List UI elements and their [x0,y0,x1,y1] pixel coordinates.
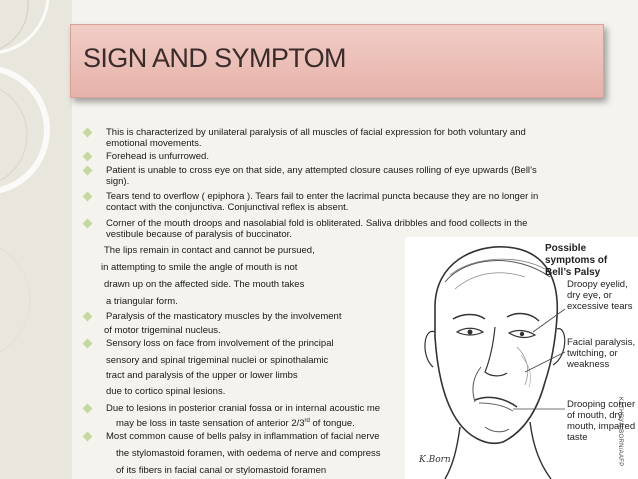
text-line: Tears tend to overflow ( epiphora ). Tears fail to enter the lacrimal puncta because they are no longer in [106,191,539,202]
text-line: drawn up on the affected side. The mouth takes [104,279,305,290]
page-title: SIGN AND SYMPTOM [83,43,346,73]
annotation-mouth: Drooping corner of mouth, dry mouth, impaired taste [567,399,636,443]
bullet-marker [83,339,93,349]
text-line-main: may be loss in taste sensation of anterior 2/3 [116,418,305,429]
bullet-marker [83,219,93,229]
text-line: vestibule because of paralysis of buccinator. [106,229,292,240]
text-line: sign). [106,176,130,187]
text-line: in attempting to smile the angle of mouth is not [101,262,298,273]
text-line: Forehead is unfurrowed. [106,151,209,162]
text-line [116,418,355,429]
text-line: The lips remain in contact and cannot be pursued, [104,245,315,256]
superscript: rd [304,418,310,424]
text-line: Corner of the mouth droops and nasolabial fold is obliterated. Saliva dribbles and food collects in the [106,218,528,229]
annotation-eyelid: Droopy eyelid, dry eye, or excessive tears [567,279,633,312]
text-line: of its fibers in facial canal or stylomastoid foramen [116,465,327,476]
bullet-marker [83,432,93,442]
bullet-marker [83,128,93,138]
bullet-marker [83,404,93,414]
text-line: Paralysis of the masticatory muscles by the involvement [106,311,342,322]
artist-signature: K.Born [419,455,451,465]
text-line: sensory and spinal trigeminal nuclei or spinothalamic [106,355,329,366]
text-line: tract and paralysis of the upper or lower limbs [106,370,298,381]
annotation-paralysis: Facial paralysis, twitching, or weakness [567,337,636,370]
text-line: the stylomastoid foramen, with oedema of nerve and compress [116,448,381,459]
text-line: This is characterized by unilateral paralysis of all muscles of facial expression for both voluntary and [106,127,526,138]
text-line: Patient is unable to cross eye on that side, any attempted closure causes rolling of eye upwards (Bell’s [106,165,537,176]
text-line-tail: of tongue. [309,418,355,429]
bullet-marker [83,192,93,202]
text-line: contact with the conjunctiva. Conjunctival reflex is absent. [106,202,349,213]
text-line: a triangular form. [106,296,178,307]
bullet-marker [83,152,93,162]
bullet-marker [83,312,93,322]
text-line: Due to lesions in posterior cranial fossa or in internal acoustic me [106,403,381,414]
bullet-marker [83,166,93,176]
figure-heading: Possible symptoms of Bell’s Palsy [545,243,608,278]
text-line: emotional movements. [106,138,202,149]
text-line: due to cortico spinal lesions. [106,386,226,397]
text-line: Sensory loss on face from involvement of the principal [106,338,334,349]
image-credit: KATHRYN BORN/AAFP [617,397,623,467]
text-line: of motor trigeminal nucleus. [104,325,221,336]
bells-palsy-illustration [405,237,638,479]
text-line: Most common cause of bells palsy in inflammation of facial nerve [106,431,380,442]
